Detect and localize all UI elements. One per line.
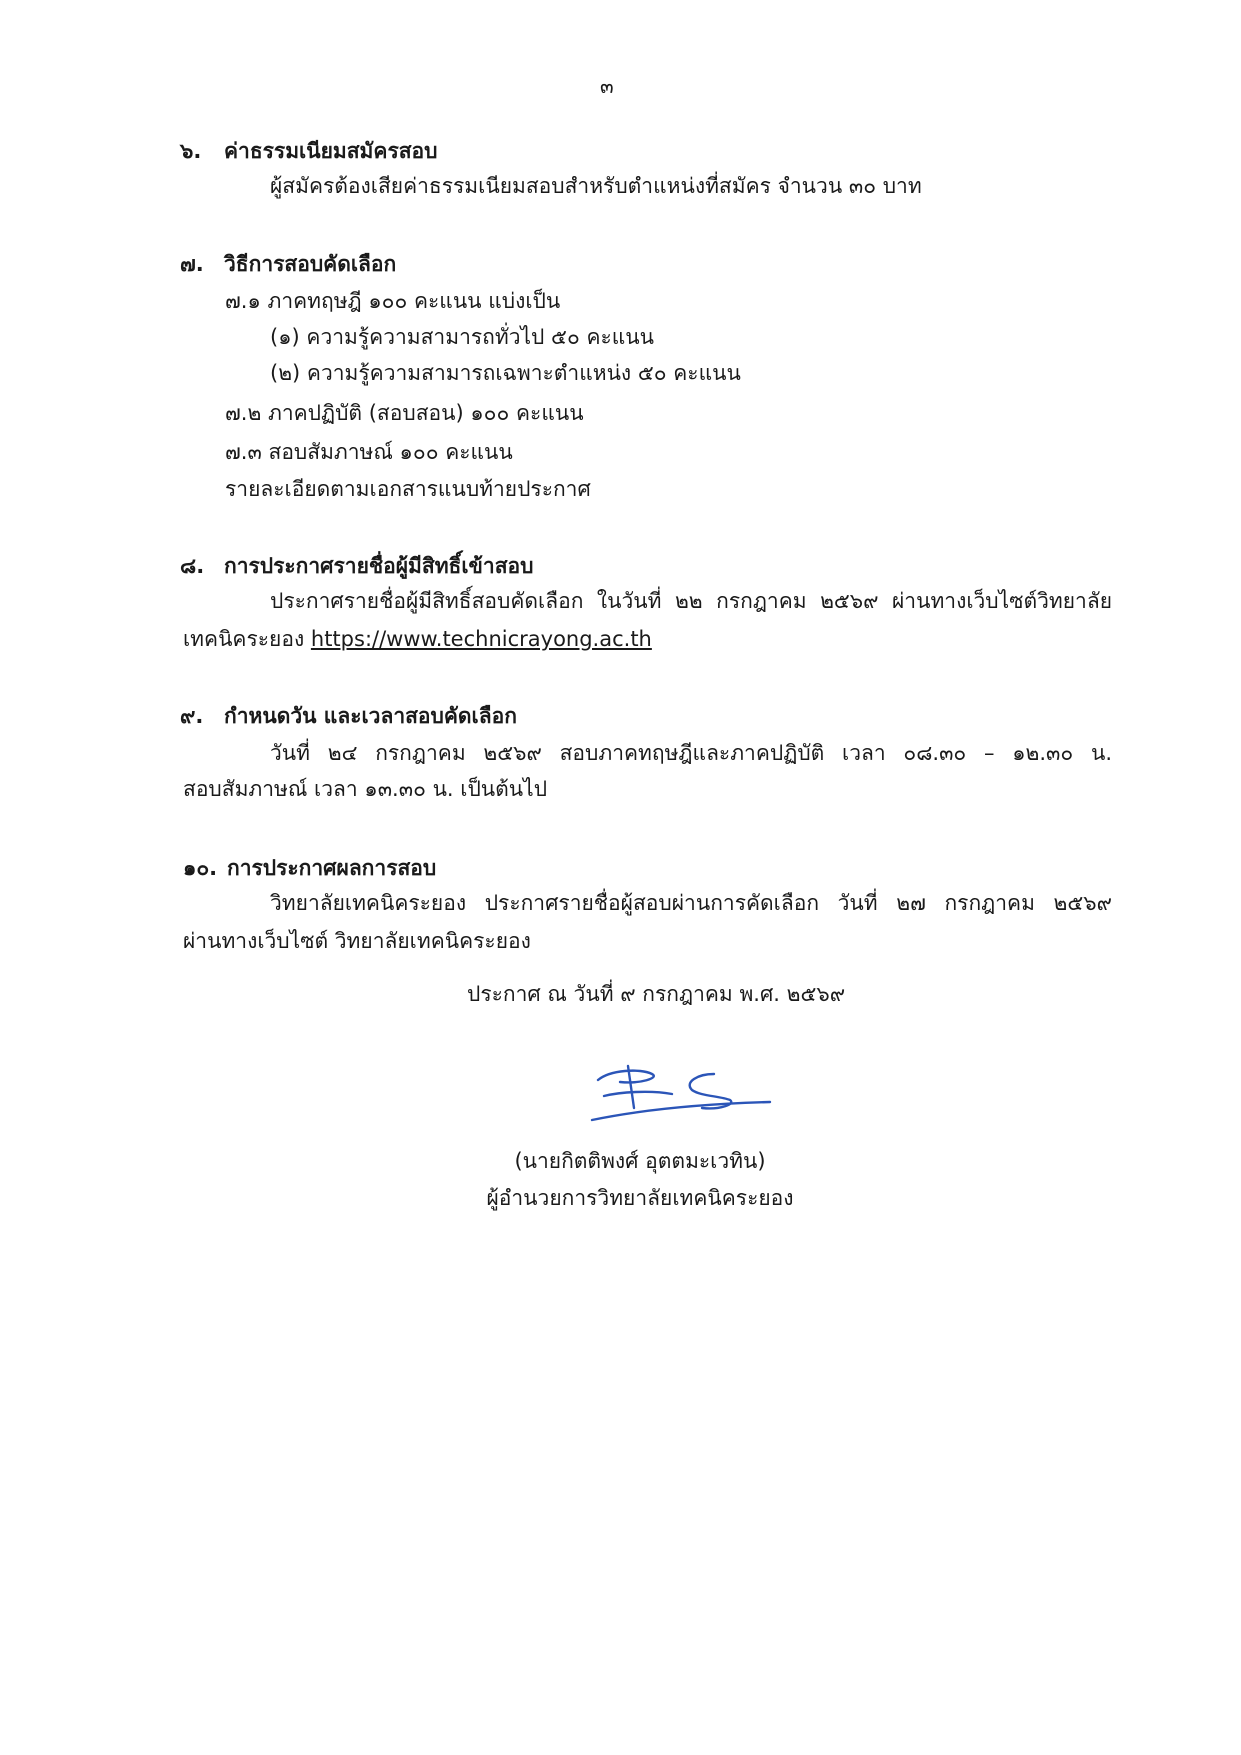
section-9-heading bbox=[180, 700, 517, 733]
section-10-body-line-2: ผ่านทางเว็บไซต์ วิทยาลัยเทคนิคระยอง bbox=[183, 929, 531, 953]
section-7-note: รายละเอียดตามเอกสารแนบท้ายประกาศ bbox=[225, 477, 591, 501]
college-website-link[interactable]: https://www.technicrayong.ac.th bbox=[310, 627, 652, 651]
section-8-number: ๘. bbox=[180, 554, 205, 578]
section-8-body-line-2 bbox=[183, 623, 652, 656]
section-8-heading bbox=[180, 550, 533, 583]
page-number: ๓ bbox=[600, 74, 614, 98]
section-9-body-line-1: วันที่ ๒๔ กรกฎาคม ๒๕๖๙ สอบภาคทฤษฎีและภาคปฏิบัติ เวลา ๐๘.๓๐ – ๑๒.๓๐ น. bbox=[270, 741, 1112, 765]
section-6-title: ค่าธรรมเนียมสมัครสอบ bbox=[224, 139, 438, 163]
section-6-body: ผู้สมัครต้องเสียค่าธรรมเนียมสอบสำหรับตำแหน่งที่สมัคร จำนวน ๓๐ บาท bbox=[270, 174, 922, 198]
section-7-item-3: ๗.๓ สอบสัมภาษณ์ ๑๐๐ คะแนน bbox=[225, 440, 513, 464]
section-8-body-prefix: เทคนิคระยอง bbox=[183, 627, 305, 651]
section-10-body-line-1: วิทยาลัยเทคนิคระยอง ประกาศรายชื่อผู้สอบผ่านการคัดเลือก วันที่ ๒๗ กรกฎาคม ๒๕๖๙ bbox=[270, 891, 1112, 915]
signer-position: ผู้อำนวยการวิทยาลัยเทคนิคระยอง bbox=[486, 1186, 794, 1210]
section-10-title: การประกาศผลการสอบ bbox=[227, 856, 437, 880]
section-7-number: ๗. bbox=[180, 252, 204, 276]
section-7-heading bbox=[180, 248, 396, 281]
section-8-body-line-1: ประกาศรายชื่อผู้มีสิทธิ์สอบคัดเลือก ในวันที่ ๒๒ กรกฎาคม ๒๕๖๙ ผ่านทางเว็บไซต์วิทยาลัย bbox=[270, 589, 1112, 613]
section-10-heading bbox=[183, 852, 436, 885]
section-8-title: การประกาศรายชื่อผู้มีสิทธิ์เข้าสอบ bbox=[224, 554, 534, 578]
section-10-number: ๑๐. bbox=[183, 856, 218, 880]
section-6-number: ๖. bbox=[180, 139, 202, 163]
signer-name: (นายกิตติพงศ์ อุตตมะเวทิน) bbox=[514, 1149, 766, 1173]
section-6-heading bbox=[180, 135, 438, 168]
section-7-title: วิธีการสอบคัดเลือก bbox=[224, 252, 397, 276]
signature-image bbox=[580, 1060, 780, 1140]
section-7-item-1-sub-2: (๒) ความรู้ความสามารถเฉพาะตำแหน่ง ๕๐ คะแนน bbox=[270, 361, 741, 385]
section-7-item-1: ๗.๑ ภาคทฤษฎี ๑๐๐ คะแนน แบ่งเป็น bbox=[225, 289, 561, 313]
section-9-body-line-2: สอบสัมภาษณ์ เวลา ๑๓.๓๐ น. เป็นต้นไป bbox=[183, 777, 548, 801]
section-7-item-2: ๗.๒ ภาคปฏิบัติ (สอบสอน) ๑๐๐ คะแนน bbox=[225, 401, 584, 425]
section-9-title: กำหนดวัน และเวลาสอบคัดเลือก bbox=[224, 704, 517, 728]
announcement-date: ประกาศ ณ วันที่ ๙ กรกฎาคม พ.ศ. ๒๕๖๙ bbox=[467, 982, 846, 1006]
section-9-number: ๙. bbox=[180, 704, 204, 728]
section-7-item-1-sub-1: (๑) ความรู้ความสามารถทั่วไป ๕๐ คะแนน bbox=[270, 325, 655, 349]
